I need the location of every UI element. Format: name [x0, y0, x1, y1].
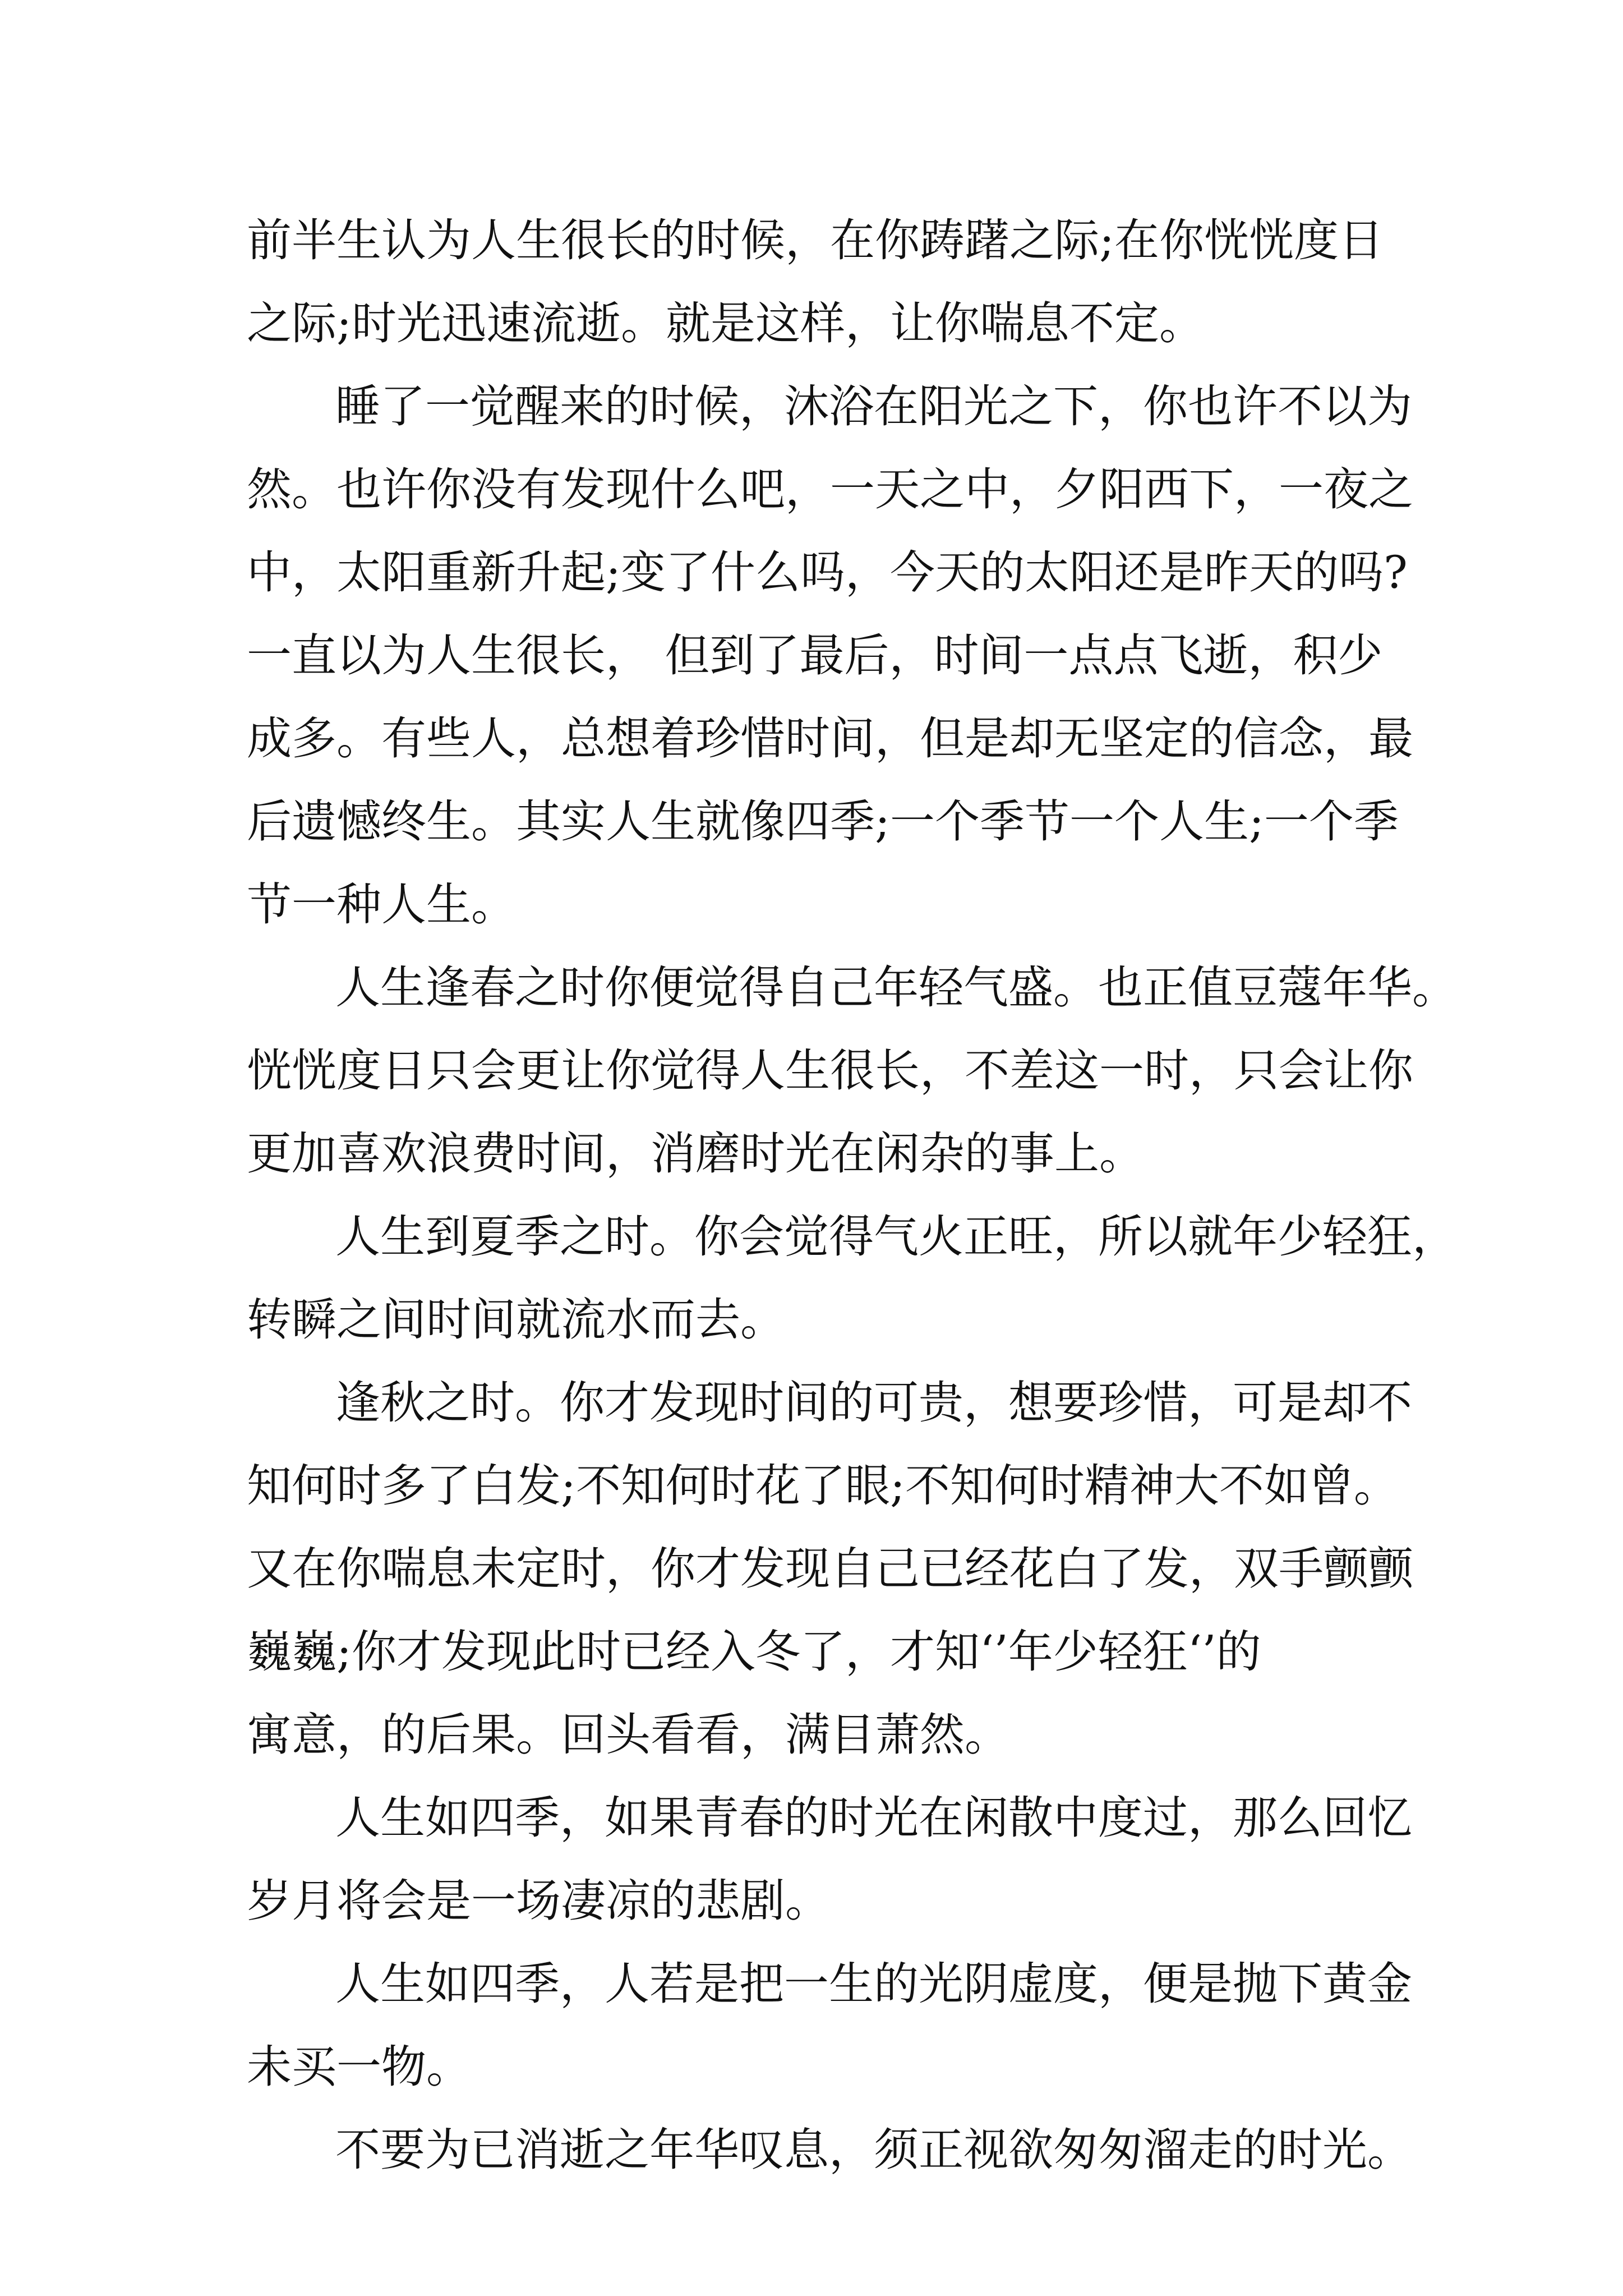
paragraph-first-line: 人生如四季，如果青春的时光在闲散中度过，那么回忆: [335, 1792, 1412, 1844]
text-line: 然。也许你没有发现什么吧，一天之中，夕阳西下，一夜之: [247, 463, 1413, 516]
text-line: 前半生认为人生很长的时候，在你踌躇之际;在你恍恍度日: [247, 214, 1384, 266]
paragraph-first-line: 人生如四季，人若是把一生的光阴虚度，便是抛下黄金: [335, 1958, 1412, 2010]
text-line: 中，太阳重新升起;变了什么吗，今天的太阳还是昨天的吗?: [247, 546, 1408, 599]
text-line: 知何时多了白发;不知何时花了眼;不知何时精神大不如曾。: [247, 1460, 1399, 1512]
paragraph-first-line: 睡了一觉醒来的时候，沐浴在阳光之下，你也许不以为: [335, 380, 1412, 432]
text-line: 岁月将会是一场凄凉的悲剧。: [247, 1875, 830, 1927]
text-line: 之际;时光迅速流逝。就是这样，让你喘息不定。: [247, 297, 1204, 349]
paragraph-first-line: 人生逢春之时你便觉得自己年轻气盛。也正值豆蔻年华。: [335, 961, 1457, 1014]
paragraph-first-line: 人生到夏季之时。你会觉得气火正旺，所以就年少轻狂，: [335, 1211, 1457, 1263]
text-line: 一直以为人生很长， 但到了最后，时间一点点飞逝，积少: [247, 629, 1383, 682]
text-line: 寓意，的后果。回头看看，满目萧然。: [247, 1709, 1009, 1761]
text-line: 未买一物。: [247, 2041, 471, 2093]
text-line: 巍巍;你才发现此时已经入冬了，才知‘’年少轻狂‘’的: [247, 1626, 1261, 1678]
text-line: 又在你喘息未定时，你才发现自己已经花白了发，双手颤颤: [247, 1543, 1413, 1595]
essay-body: [247, 199, 1457, 2192]
text-line: 转瞬之间时间就流水而去。: [247, 1294, 785, 1346]
paragraph-first-line: 逢秋之时。你才发现时间的可贵，想要珍惜，可是却不: [335, 1377, 1412, 1429]
text-line: 节一种人生。: [247, 878, 516, 931]
paragraph-first-line: 不要为已消逝之年华叹息，须正视欲匆匆溜走的时光。: [335, 2124, 1412, 2176]
text-line: 恍恍度日只会更让你觉得人生很长，不差这一时，只会让你: [247, 1045, 1413, 1097]
text-line: 更加喜欢浪费时间，消磨时光在闲杂的事上。: [247, 1128, 1144, 1180]
text-line: 后遗憾终生。其实人生就像四季;一个季节一个人生;一个季: [247, 795, 1399, 848]
text-line: 成多。有些人，总想着珍惜时间，但是却无坚定的信念，最: [247, 712, 1413, 765]
